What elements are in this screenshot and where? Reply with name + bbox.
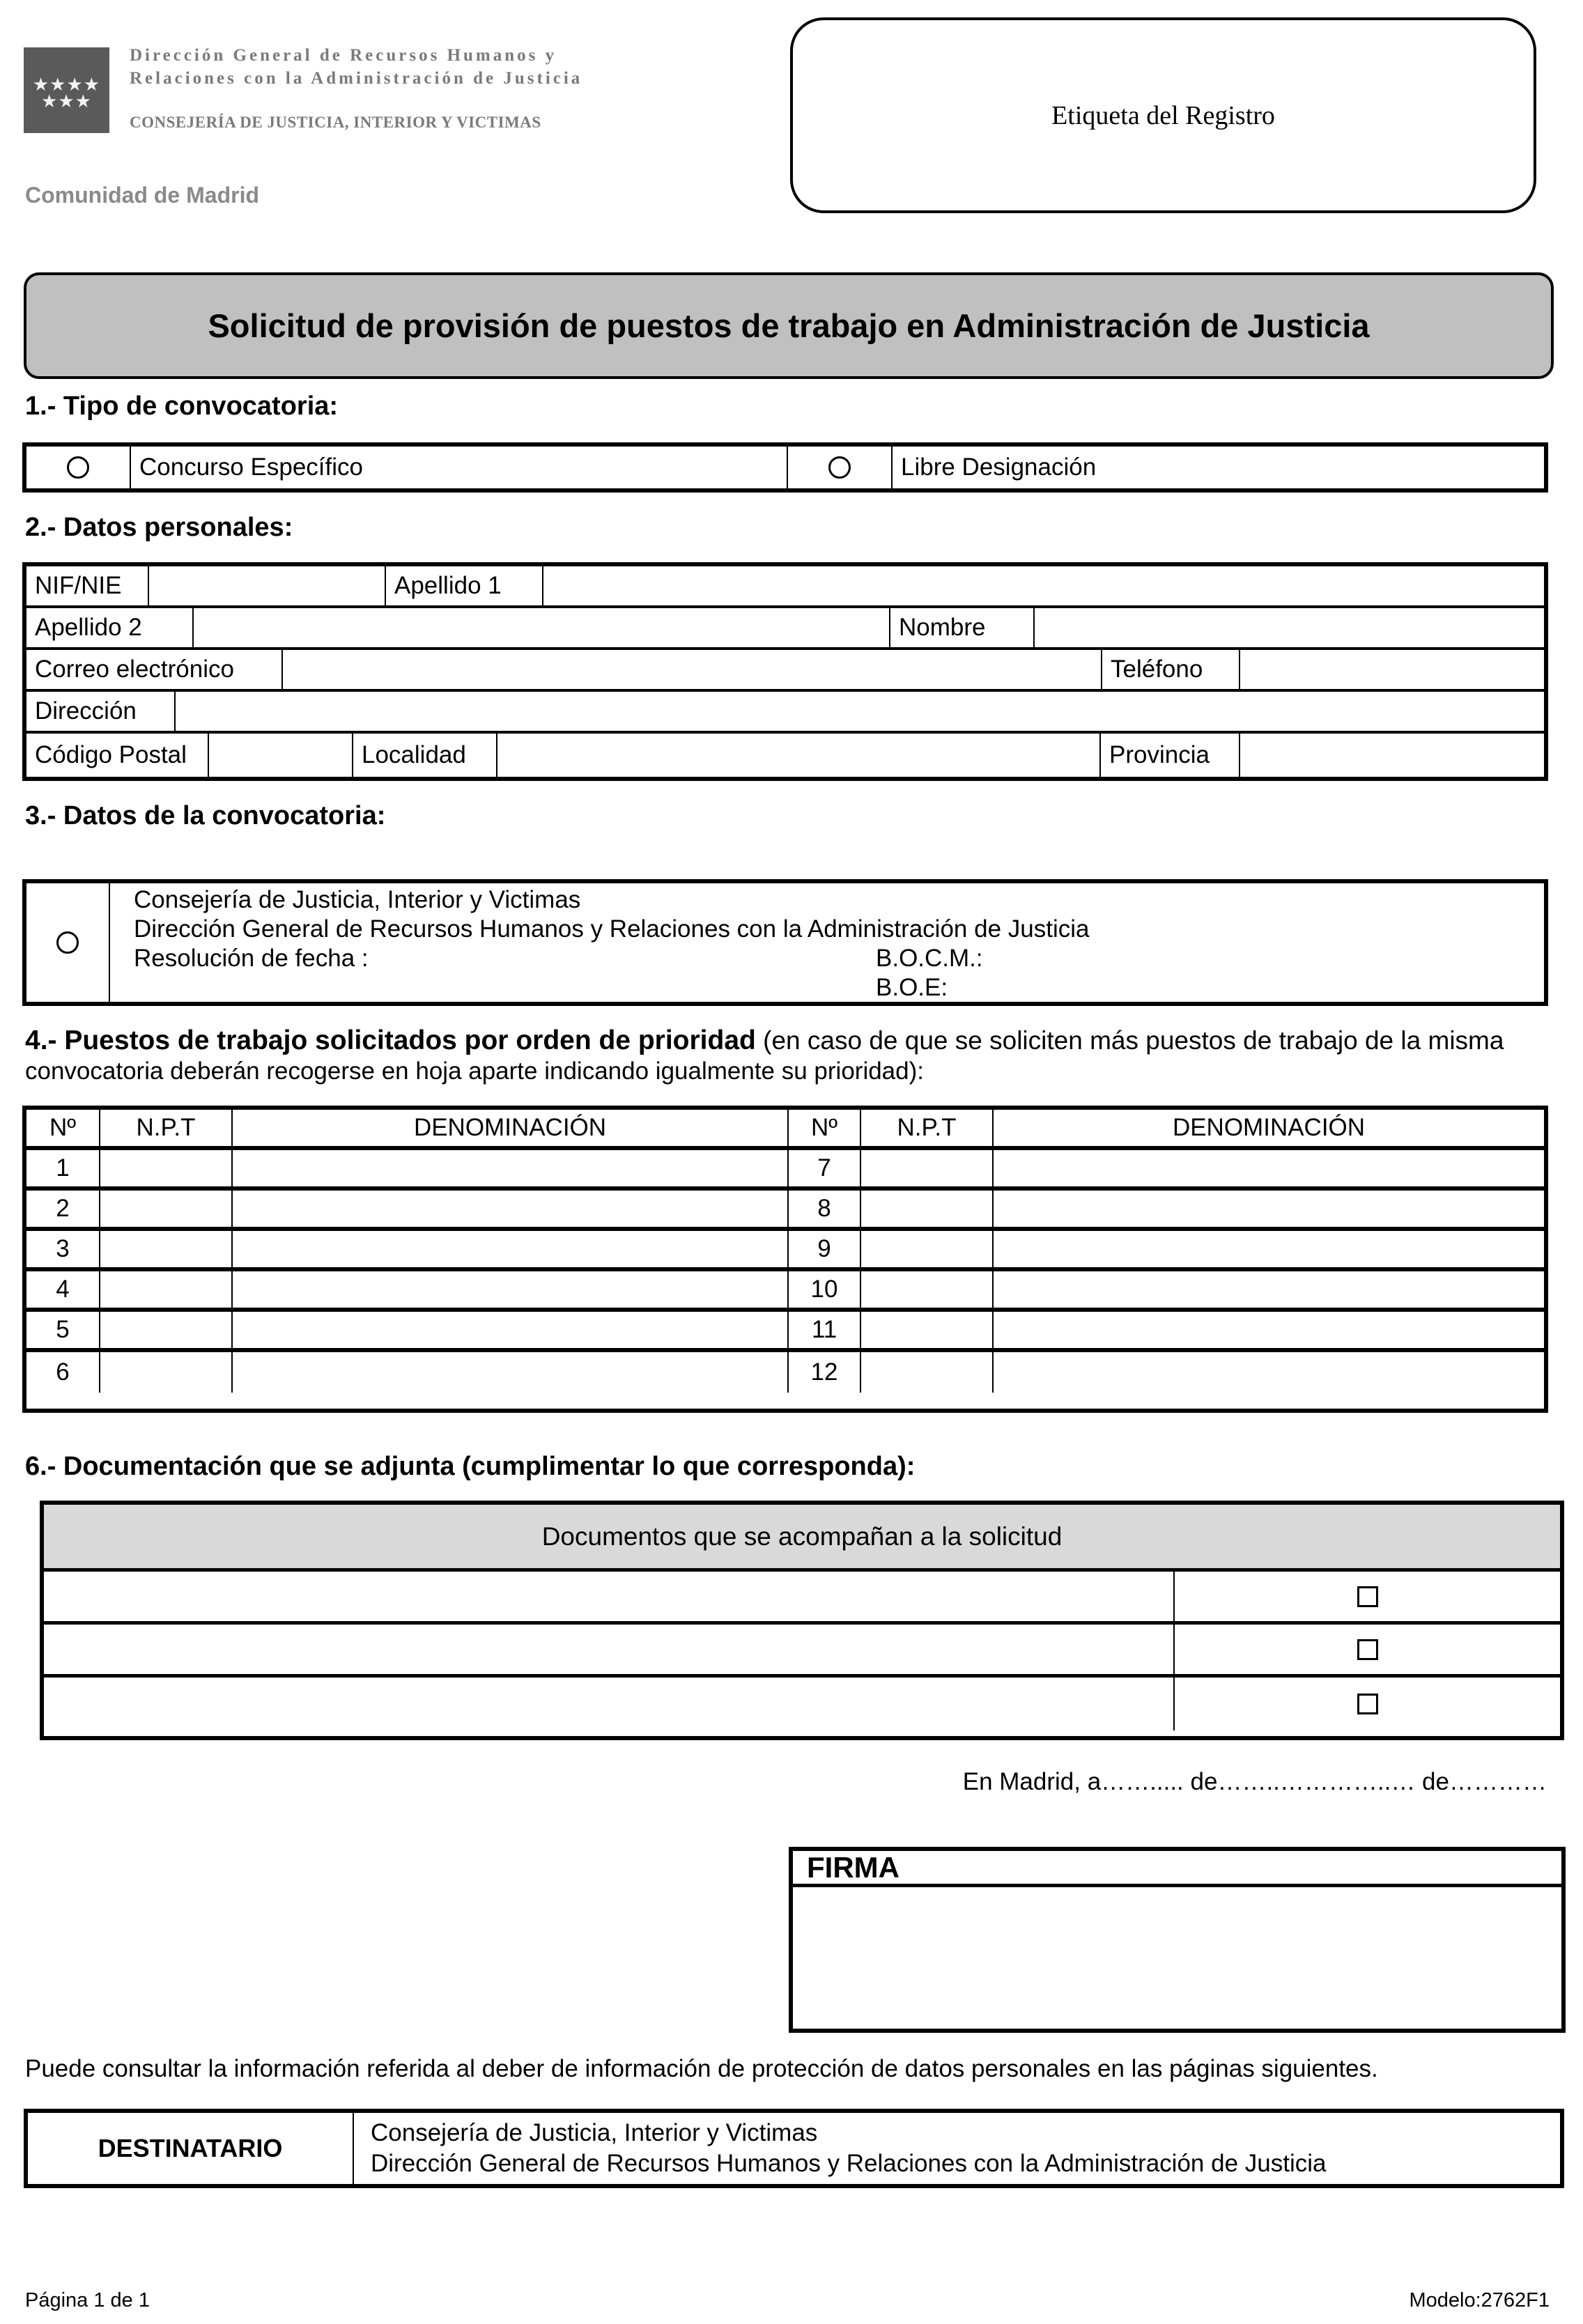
nif-label: NIF/NIE: [26, 566, 149, 605]
radio-concurso-especifico[interactable]: [26, 447, 131, 488]
section4-heading: [25, 1025, 1504, 1056]
registry-label-text: Etiqueta del Registro: [1051, 100, 1275, 130]
denominacion-field[interactable]: [994, 1191, 1544, 1227]
column-header: Nº: [26, 1110, 100, 1146]
apellido2-field[interactable]: [194, 608, 890, 647]
document-description-field[interactable]: [44, 1572, 1175, 1621]
npt-field[interactable]: [100, 1312, 233, 1348]
stars-icon: ★★★★: [32, 74, 101, 95]
priority-number: 6: [26, 1352, 100, 1393]
npt-field[interactable]: [861, 1352, 994, 1393]
telefono-label: Teléfono: [1102, 650, 1240, 689]
denominacion-field[interactable]: [233, 1312, 789, 1348]
document-checkbox[interactable]: [1175, 1572, 1560, 1621]
document-description-field[interactable]: [44, 1625, 1175, 1674]
comunidad-label: Comunidad de Madrid: [25, 183, 259, 208]
documents-table-header: Documentos que se acompañan a la solicitud: [44, 1505, 1560, 1572]
radio-circle-icon[interactable]: [56, 931, 79, 954]
privacy-note: Puede consultar la información referida al deber de información de protección de datos personales en las páginas siguientes.: [25, 2055, 1378, 2082]
radio-circle-icon[interactable]: [67, 456, 89, 479]
npt-field[interactable]: [100, 1191, 233, 1227]
denominacion-field[interactable]: [233, 1150, 789, 1186]
table-row: [26, 1271, 1544, 1312]
correo-field[interactable]: [283, 650, 1102, 689]
provincia-label: Provincia: [1101, 734, 1240, 777]
section4-heading-note: (en caso de que se soliciten más puestos de trabajo de la misma: [755, 1026, 1504, 1055]
priority-number: 4: [26, 1271, 100, 1308]
denominacion-field[interactable]: [233, 1271, 789, 1308]
form-model-code: Modelo:2762F1: [1409, 2289, 1550, 2311]
positions-table: [22, 1106, 1548, 1413]
npt-field[interactable]: [100, 1352, 233, 1393]
section3-heading: 3.- Datos de la convocatoria:: [25, 801, 386, 830]
section4-heading-note-line2: convocatoria deberán recogerse en hoja aparte indicando igualmente su prioridad):: [25, 1058, 924, 1085]
apellido1-label: Apellido 1: [386, 566, 543, 605]
radio-convocatoria[interactable]: [26, 883, 110, 1002]
column-header: N.P.T: [100, 1110, 233, 1146]
section4-heading-bold: 4.- Puestos de trabajo solicitados por orden de prioridad: [25, 1025, 756, 1055]
checkbox-icon[interactable]: [1357, 1639, 1378, 1660]
column-header: N.P.T: [861, 1110, 994, 1146]
npt-field[interactable]: [861, 1191, 994, 1227]
page-title: Solicitud de provisión de puestos de trabajo en Administración de Justicia: [208, 307, 1370, 344]
document-checkbox[interactable]: [1175, 1625, 1560, 1674]
column-header: Nº: [789, 1110, 861, 1146]
section2-heading: 2.- Datos personales:: [25, 513, 293, 542]
comunidad-madrid-logo: [24, 47, 109, 133]
destinatario-line2: Dirección General de Recursos Humanos y Relaciones con la Administración de Justicia: [371, 2150, 1327, 2177]
priority-number: 8: [789, 1191, 861, 1227]
priority-number: 2: [26, 1191, 100, 1227]
column-header: DENOMINACIÓN: [1172, 1114, 1366, 1141]
document-description-field[interactable]: [44, 1678, 1175, 1730]
priority-number: 1: [26, 1150, 100, 1186]
direccion-field[interactable]: [176, 692, 1544, 731]
apellido2-label: Apellido 2: [26, 608, 194, 647]
denominacion-field[interactable]: [233, 1352, 789, 1393]
radio-circle-icon[interactable]: [828, 456, 851, 479]
convocatoria-direccion-general: Dirección General de Recursos Humanos y Relaciones con la Administración de Justicia: [134, 915, 1090, 943]
priority-number: 9: [789, 1231, 861, 1267]
priority-number: 11: [789, 1312, 861, 1348]
npt-field[interactable]: [861, 1231, 994, 1267]
boe-label: B.O.E:: [876, 974, 948, 1001]
priority-number: 10: [789, 1271, 861, 1308]
priority-number: 5: [26, 1312, 100, 1348]
cp-field[interactable]: [209, 734, 353, 777]
document-checkbox[interactable]: [1175, 1678, 1560, 1730]
date-place-line[interactable]: En Madrid, a……..... de……..…………..… de…………: [962, 1768, 1547, 1795]
registry-label-box: [790, 17, 1536, 213]
localidad-label: Localidad: [353, 734, 497, 777]
documents-table: [40, 1501, 1564, 1740]
npt-field[interactable]: [100, 1231, 233, 1267]
header-department-line2: Relaciones con la Administración de Justicia: [130, 69, 583, 88]
signature-label: FIRMA: [793, 1851, 1561, 1887]
personal-data-table: [22, 562, 1548, 781]
correo-label: Correo electrónico: [26, 650, 283, 689]
checkbox-icon[interactable]: [1357, 1694, 1378, 1714]
priority-number: 3: [26, 1231, 100, 1267]
table-row: [26, 1352, 1544, 1393]
npt-field[interactable]: [861, 1271, 994, 1308]
priority-number: 7: [789, 1150, 861, 1186]
destinatario-label: DESTINATARIO: [28, 2113, 354, 2184]
telefono-field[interactable]: [1240, 650, 1544, 689]
apellido1-field[interactable]: [543, 566, 1544, 605]
table-header-row: [26, 1110, 1544, 1150]
provincia-field[interactable]: [1240, 734, 1544, 777]
table-row: [26, 1150, 1544, 1191]
section1-heading: 1.- Tipo de convocatoria:: [25, 392, 339, 421]
denominacion-field[interactable]: [994, 1352, 1544, 1393]
header-department-line1: Dirección General de Recursos Humanos y: [130, 46, 557, 65]
radio-libre-designacion[interactable]: [788, 447, 893, 488]
denominacion-field[interactable]: [233, 1191, 789, 1227]
nombre-label: Nombre: [890, 608, 1035, 647]
option-label: Concurso Específico: [131, 447, 788, 488]
page-number: Página 1 de 1: [25, 2289, 150, 2311]
table-row: [26, 1312, 1544, 1352]
table-row: [44, 1678, 1560, 1730]
denominacion-field[interactable]: [994, 1271, 1544, 1308]
denominacion-field[interactable]: [994, 1312, 1544, 1348]
table-row: [26, 1231, 1544, 1271]
localidad-field[interactable]: [497, 734, 1101, 777]
npt-field[interactable]: [861, 1312, 994, 1348]
nif-field[interactable]: [149, 566, 386, 605]
table-row: [44, 1572, 1560, 1625]
option-label: Libre Designación: [901, 454, 1097, 481]
destinatario-line1: Consejería de Justicia, Interior y Victimas: [371, 2119, 818, 2146]
denominacion-field[interactable]: [994, 1150, 1544, 1186]
convocatoria-type-table: [22, 442, 1548, 493]
denominacion-field[interactable]: [994, 1231, 1544, 1267]
table-row: [44, 1625, 1560, 1678]
npt-field[interactable]: [861, 1150, 994, 1186]
convocatoria-consejeria: Consejería de Justicia, Interior y Victimas: [134, 886, 581, 913]
npt-field[interactable]: [100, 1271, 233, 1308]
direccion-label: Dirección: [26, 692, 176, 731]
destinatario-box: [24, 2109, 1564, 2188]
resolucion-fecha-label: Resolución de fecha :: [134, 945, 369, 972]
header-consejeria: CONSEJERÍA DE JUSTICIA, INTERIOR Y VICTIMAS: [130, 114, 541, 131]
cp-label: Código Postal: [26, 734, 209, 777]
column-header: DENOMINACIÓN: [233, 1110, 789, 1146]
section6-heading: 6.- Documentación que se adjunta (cumplimentar lo que corresponda):: [25, 1452, 916, 1481]
priority-number: 12: [789, 1352, 861, 1393]
npt-field[interactable]: [100, 1150, 233, 1186]
signature-box[interactable]: [789, 1847, 1566, 2033]
bocm-label: B.O.C.M.:: [876, 945, 983, 972]
nombre-field[interactable]: [1035, 608, 1544, 647]
checkbox-icon[interactable]: [1357, 1586, 1378, 1607]
form-title-box: [24, 272, 1554, 379]
denominacion-field[interactable]: [233, 1231, 789, 1267]
table-row: [26, 1191, 1544, 1231]
convocatoria-data-box: [22, 879, 1548, 1006]
stars-icon: ★★★: [41, 91, 92, 111]
